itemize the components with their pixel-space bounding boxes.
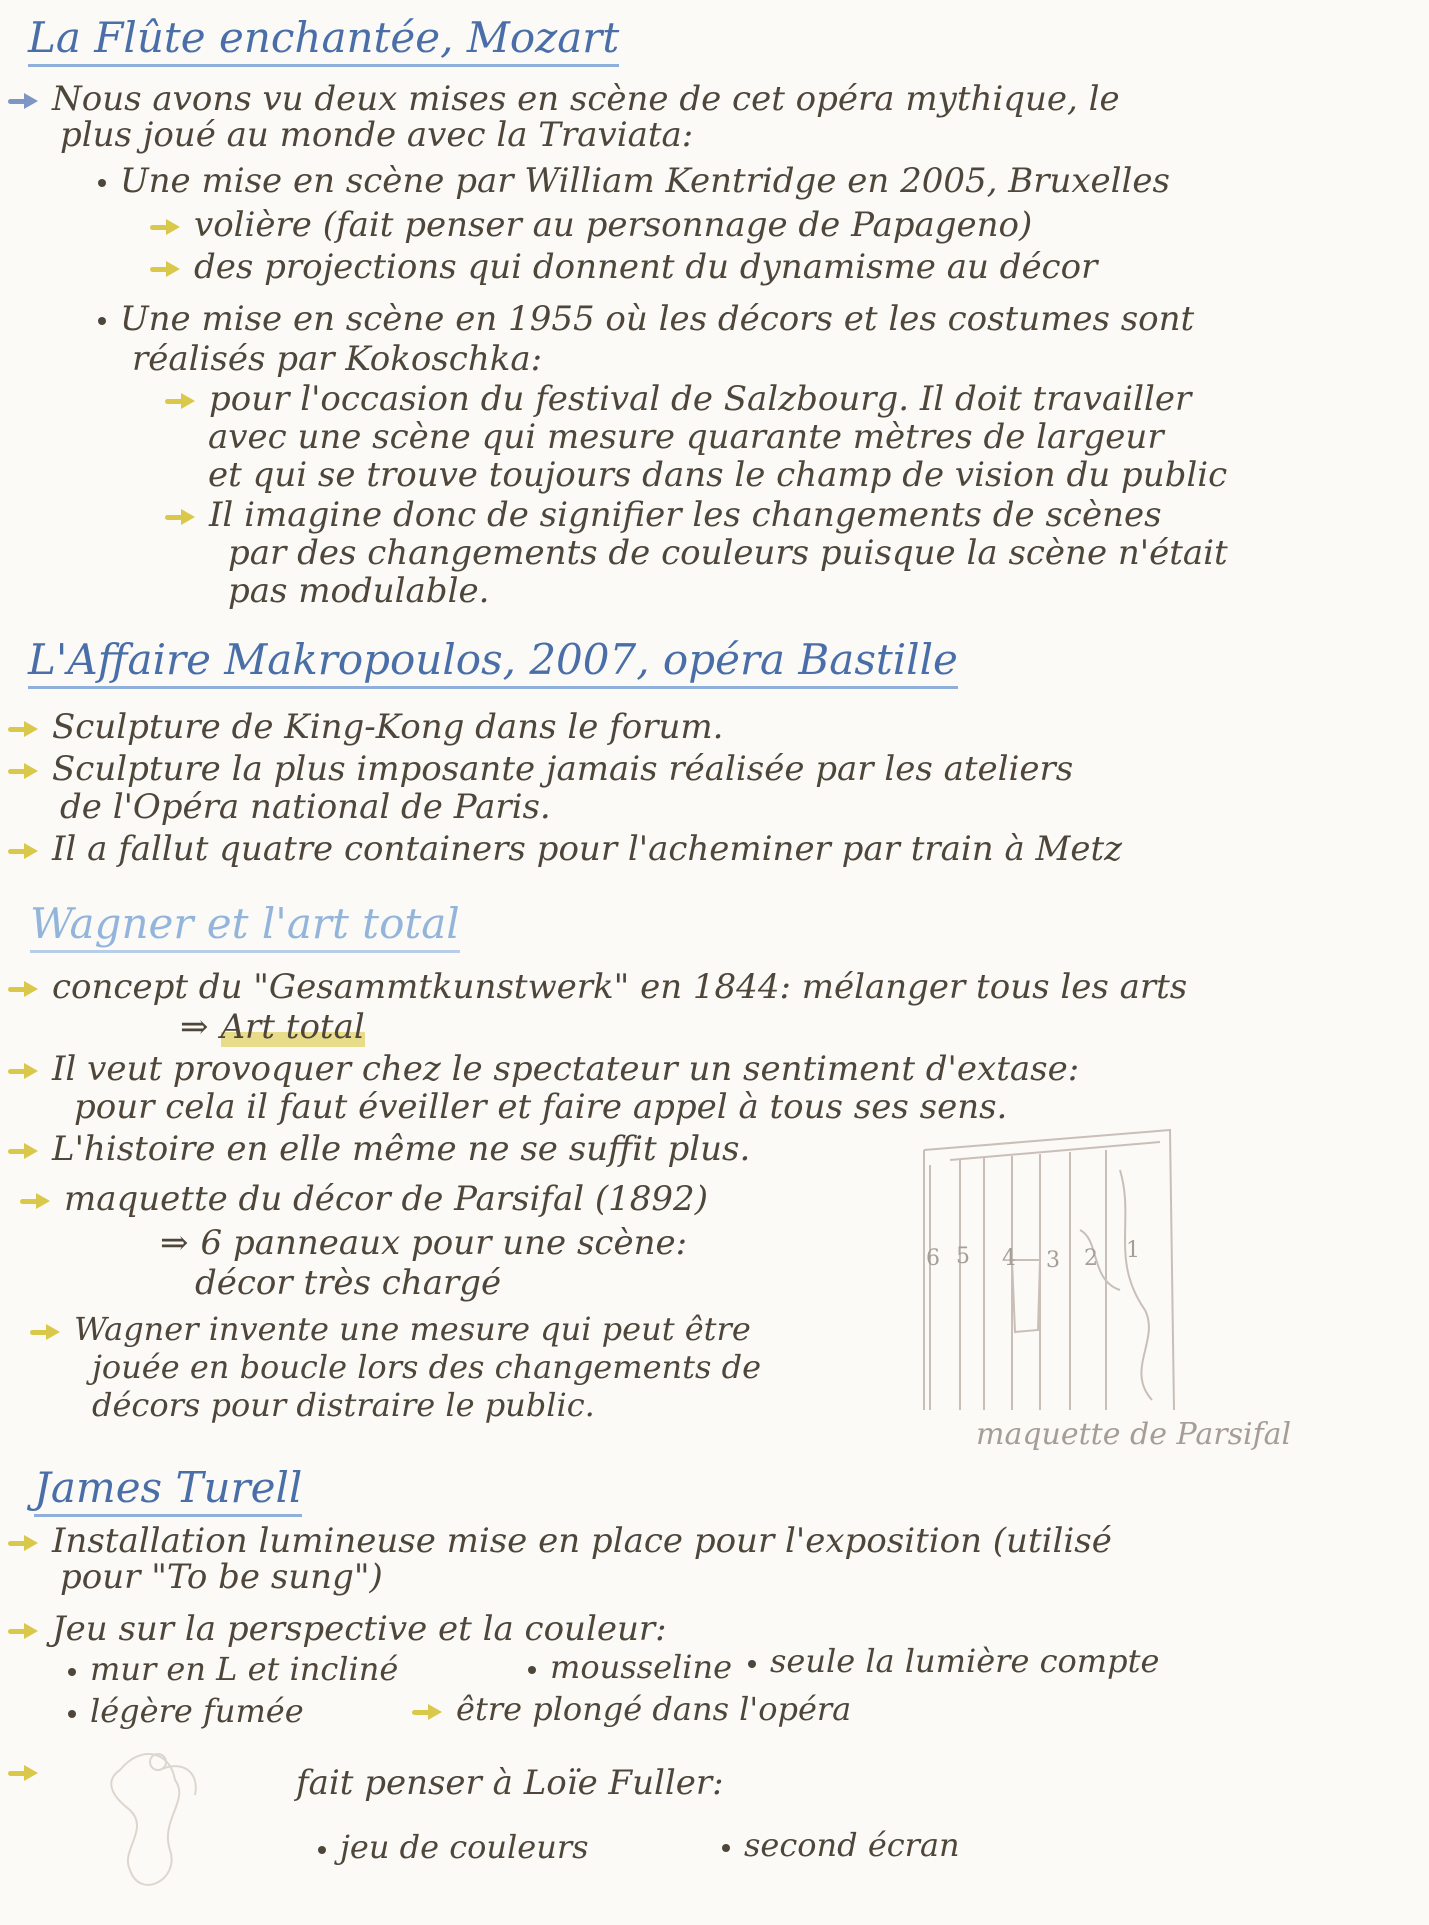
- sub-voliere: volière (fait penser au personnage de Papageno): [150, 206, 1032, 244]
- wagner-item-maquette: maquette du décor de Parsifal (1892): [20, 1180, 708, 1218]
- arrow-icon: [150, 261, 180, 277]
- makropoulos-item-3: Il a fallut quatre containers pour l'acheminer par train à Metz: [8, 830, 1122, 868]
- arrow-icon: [8, 1623, 38, 1639]
- arrow-icon: [165, 393, 195, 409]
- sub-salzbourg-2: avec une scène qui mesure quarante mètres de largeur: [208, 417, 1164, 457]
- arrow-icon: [150, 219, 180, 235]
- section-title-makropoulos: L'Affaire Makropoulos, 2007, opéra Bastille: [28, 636, 958, 689]
- turell-fuller-ecran: second écran: [722, 1826, 960, 1864]
- sketch-number-1: 1: [1126, 1238, 1140, 1263]
- bullet-icon: [98, 317, 106, 325]
- arrow-icon: [8, 1063, 38, 1079]
- turell-item-perspective: Jeu sur la perspective et la couleur:: [8, 1610, 667, 1648]
- turell-point-plonge: être plongé dans l'opéra: [412, 1690, 851, 1728]
- wagner-item-extase-2: pour cela il faut éveiller et faire appel à tous ses sens.: [74, 1087, 1008, 1127]
- makropoulos-item-1: Sculpture de King-Kong dans le forum.: [8, 708, 723, 746]
- turell-item-installation-2: pour "To be sung"): [60, 1557, 383, 1597]
- arrow-icon: [8, 981, 38, 997]
- turell-point-mur: mur en L et incliné: [68, 1650, 398, 1688]
- bullet-icon: [98, 179, 106, 187]
- wagner-item-extase-1: Il veut provoquer chez le spectateur un sentiment d'extase:: [8, 1050, 1079, 1088]
- arrow-icon: [30, 1324, 60, 1340]
- wagner-item-mesure-1: Wagner invente une mesure qui peut être: [30, 1310, 751, 1348]
- arrow-icon: [8, 721, 38, 737]
- turell-point-fumee: légère fumée: [68, 1692, 304, 1730]
- loie-fuller-sketch: [100, 1740, 230, 1910]
- bullet-kentridge: Une mise en scène par William Kentridge en 2005, Bruxelles: [98, 162, 1170, 200]
- sub-couleurs-1: Il imagine donc de signifier les changements de scènes: [165, 496, 1162, 534]
- double-arrow-icon: ⇒: [160, 1223, 189, 1263]
- bullet-icon: [68, 1710, 76, 1718]
- sub-couleurs-3: pas modulable.: [228, 571, 490, 611]
- sub-couleurs-2: par des changements de couleurs puisque la scène n'était: [228, 533, 1228, 573]
- turell-item-installation-1: Installation lumineuse mise en place pour l'exposition (utilisé: [8, 1522, 1112, 1560]
- arrow-icon: [8, 93, 38, 109]
- bullet-kokoschka-2: réalisés par Kokoschka:: [132, 339, 543, 379]
- bullet-icon: [318, 1846, 326, 1854]
- sketch-number-5: 5: [956, 1244, 970, 1269]
- arrow-icon: [20, 1193, 50, 1209]
- sketch-number-3: 3: [1046, 1248, 1060, 1273]
- turell-point-mousseline: mousseline: [528, 1648, 732, 1686]
- bullet-icon: [528, 1666, 536, 1674]
- sub-projections: des projections qui donnent du dynamisme au décor: [150, 248, 1097, 286]
- section-title-flute: La Flûte enchantée, Mozart: [28, 14, 619, 67]
- wagner-item-concept: concept du "Gesammtkunstwerk" en 1844: mélanger tous les arts: [8, 968, 1187, 1006]
- turell-item-fuller: fait penser à Loïe Fuller:: [296, 1763, 724, 1803]
- arrow-icon: [8, 1535, 38, 1551]
- turell-fuller-couleurs: jeu de couleurs: [318, 1828, 589, 1866]
- bullet-icon: [722, 1844, 730, 1852]
- intro-line-2: plus joué au monde avec la Traviata:: [60, 115, 694, 155]
- section-title-wagner: Wagner et l'art total: [30, 900, 460, 953]
- bullet-icon: [748, 1660, 756, 1668]
- makropoulos-item-2b: de l'Opéra national de Paris.: [60, 787, 551, 827]
- arrow-icon: [165, 509, 195, 525]
- sketch-caption: maquette de Parsifal: [976, 1417, 1292, 1452]
- arrow-icon: [8, 763, 38, 779]
- sketch-number-4: 4: [1002, 1246, 1016, 1271]
- wagner-item-decor: décor très chargé: [195, 1263, 502, 1303]
- sketch-number-6: 6: [926, 1246, 940, 1271]
- sub-salzbourg-1: pour l'occasion du festival de Salzbourg. Il doit travailler: [165, 380, 1191, 418]
- wagner-item-panneaux: ⇒ 6 panneaux pour une scène:: [160, 1223, 688, 1263]
- arrow-icon: [8, 843, 38, 859]
- arrow-icon: [8, 1765, 38, 1781]
- turell-item-arrow: [8, 1752, 52, 1790]
- sub-salzbourg-3: et qui se trouve toujours dans le champ de vision du public: [208, 455, 1228, 495]
- wagner-item-mesure-2: jouée en boucle lors des changements de: [92, 1348, 761, 1386]
- sketch-number-2: 2: [1084, 1246, 1098, 1271]
- wagner-item-histoire: L'histoire en elle même ne se suffit plus.: [8, 1130, 750, 1168]
- arrow-icon: [8, 1143, 38, 1159]
- section-title-turell: James Turell: [34, 1464, 302, 1517]
- intro-line-1: Nous avons vu deux mises en scène de cet opéra mythique, le: [8, 80, 1120, 118]
- bullet-kokoschka-1: Une mise en scène en 1955 où les décors et les costumes sont: [98, 300, 1194, 338]
- turell-point-lumiere: seule la lumière compte: [748, 1642, 1159, 1680]
- wagner-item-mesure-3: décors pour distraire le public.: [92, 1386, 595, 1424]
- bullet-icon: [68, 1668, 76, 1676]
- double-arrow-icon: ⇒: [180, 1007, 209, 1047]
- makropoulos-item-2: Sculpture la plus imposante jamais réalisée par les ateliers: [8, 750, 1073, 788]
- wagner-art-total: ⇒ Art total: [180, 1007, 365, 1047]
- arrow-icon: [412, 1704, 442, 1720]
